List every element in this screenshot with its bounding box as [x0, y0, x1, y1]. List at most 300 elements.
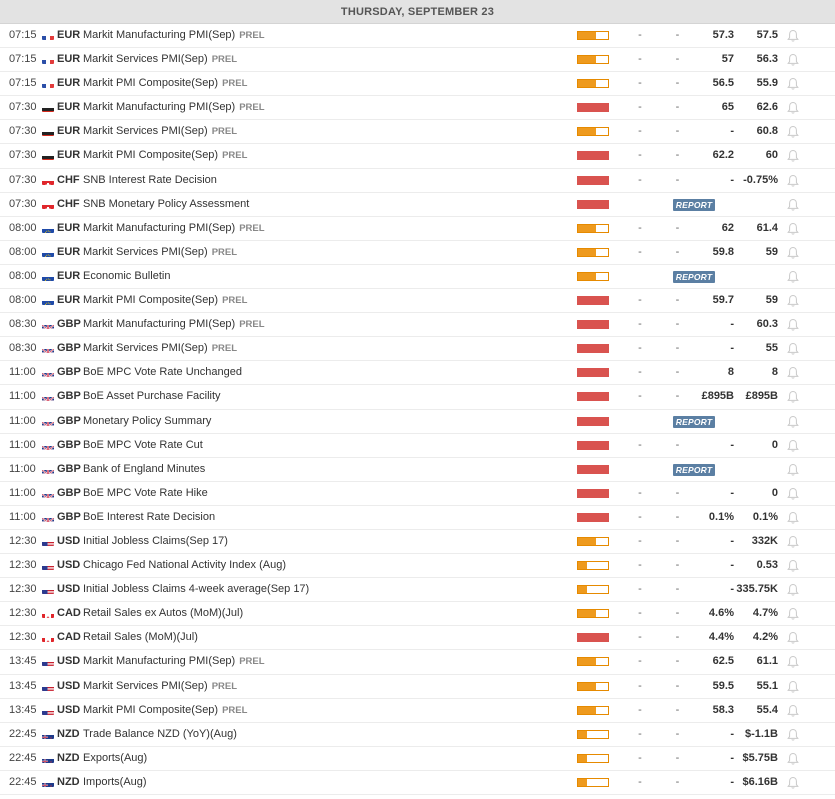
event-value-2: - — [665, 24, 690, 47]
event-currency: EUR — [57, 241, 80, 264]
impact-indicator — [577, 55, 609, 64]
flag-gb-icon — [42, 513, 54, 522]
impact-indicator — [577, 754, 609, 763]
event-forecast: - — [680, 578, 734, 601]
event-time: 22:45 — [9, 747, 41, 770]
event-value-2: - — [665, 554, 690, 577]
event-row[interactable] — [0, 675, 835, 699]
bell-icon[interactable] — [787, 728, 799, 742]
event-value-2: - — [665, 530, 690, 553]
event-forecast: 62.5 — [680, 650, 734, 673]
event-row[interactable] — [0, 361, 835, 385]
bell-icon[interactable] — [787, 342, 799, 356]
impact-indicator — [577, 417, 609, 426]
report-button[interactable]: REPORT — [673, 464, 715, 476]
event-row[interactable] — [0, 337, 835, 361]
event-time: 11:00 — [9, 361, 41, 384]
event-currency: GBP — [57, 482, 81, 505]
event-forecast: 8 — [680, 361, 734, 384]
event-value-1: - — [630, 554, 650, 577]
event-time: 07:30 — [9, 120, 41, 143]
event-value-2: - — [665, 626, 690, 649]
event-forecast: - — [680, 337, 734, 360]
impact-indicator — [577, 151, 609, 160]
event-value-1: - — [630, 337, 650, 360]
event-name[interactable]: Retail Sales ex Autos (MoM)(Jul) — [83, 602, 243, 625]
event-forecast: 56.5 — [680, 72, 734, 95]
bell-icon[interactable] — [787, 559, 799, 573]
event-forecast: 59.5 — [680, 675, 734, 698]
flag-us-icon — [42, 561, 54, 570]
event-currency: GBP — [57, 385, 81, 408]
event-value-1: - — [630, 675, 650, 698]
date-header: THURSDAY, SEPTEMBER 23 — [0, 0, 835, 24]
event-name[interactable]: SNB Monetary Policy Assessment — [83, 193, 249, 216]
bell-icon[interactable] — [787, 439, 799, 453]
event-value-1: - — [630, 699, 650, 722]
event-value-2: - — [665, 337, 690, 360]
event-row[interactable] — [0, 313, 835, 337]
event-name[interactable]: Monetary Policy Summary — [83, 410, 211, 433]
bell-icon[interactable] — [787, 149, 799, 163]
event-name[interactable]: Economic Bulletin — [83, 265, 170, 288]
event-value-2: - — [665, 747, 690, 770]
prel-badge: PREL — [239, 30, 264, 41]
event-forecast: - — [680, 313, 734, 336]
event-row[interactable] — [0, 144, 835, 168]
event-value-1: - — [630, 24, 650, 47]
event-time: 12:30 — [9, 602, 41, 625]
bell-icon[interactable] — [787, 655, 799, 669]
prel-badge: PREL — [222, 295, 247, 306]
event-value-1: - — [630, 771, 650, 794]
bell-icon[interactable] — [787, 511, 799, 525]
event-previous: $5.75B — [735, 747, 778, 770]
event-value-2: - — [665, 72, 690, 95]
impact-indicator — [577, 489, 609, 498]
event-forecast: - — [680, 554, 734, 577]
event-name[interactable]: SNB Interest Rate Decision — [83, 169, 217, 192]
flag-us-icon — [42, 657, 54, 666]
event-value-2: - — [665, 289, 690, 312]
event-previous: 55.1 — [735, 675, 778, 698]
prel-badge: PREL — [239, 319, 264, 330]
event-currency: GBP — [57, 458, 81, 481]
bell-icon[interactable] — [787, 752, 799, 766]
event-name[interactable]: Markit Manufacturing PMI(Sep) PREL — [83, 650, 265, 673]
event-name[interactable]: Markit Services PMI(Sep) PREL — [83, 241, 237, 264]
flag-eu-icon — [42, 272, 54, 281]
event-currency: USD — [57, 699, 80, 722]
flag-nz-icon — [42, 730, 54, 739]
flag-fr-icon — [42, 79, 54, 88]
event-forecast: 4.6% — [680, 602, 734, 625]
event-previous: 59 — [735, 241, 778, 264]
event-value-1: - — [630, 72, 650, 95]
event-value-1: - — [630, 144, 650, 167]
event-row[interactable] — [0, 458, 835, 482]
event-time: 08:00 — [9, 241, 41, 264]
impact-indicator — [577, 127, 609, 136]
event-value-2: - — [665, 144, 690, 167]
event-previous: $-1.1B — [735, 723, 778, 746]
event-previous: 62.6 — [735, 96, 778, 119]
event-previous: 55 — [735, 337, 778, 360]
event-name[interactable]: Markit PMI Composite(Sep) PREL — [83, 144, 247, 167]
event-currency: EUR — [57, 96, 80, 119]
event-currency: CHF — [57, 169, 80, 192]
prel-badge: PREL — [239, 223, 264, 234]
event-value-2: - — [665, 482, 690, 505]
event-value-1: - — [630, 506, 650, 529]
event-forecast: 57.3 — [680, 24, 734, 47]
event-name[interactable]: BoE MPC Vote Rate Hike — [83, 482, 208, 505]
event-time: 08:00 — [9, 265, 41, 288]
event-currency: USD — [57, 650, 80, 673]
event-row[interactable] — [0, 626, 835, 650]
report-button[interactable]: REPORT — [673, 416, 715, 428]
event-row[interactable] — [0, 385, 835, 409]
event-forecast: 62 — [680, 217, 734, 240]
event-currency: GBP — [57, 410, 81, 433]
bell-icon[interactable] — [787, 77, 799, 91]
impact-indicator — [577, 200, 609, 209]
event-time: 07:15 — [9, 24, 41, 47]
event-value-1: - — [630, 385, 650, 408]
event-name[interactable]: Trade Balance NZD (YoY)(Aug) — [83, 723, 237, 746]
event-time: 07:30 — [9, 169, 41, 192]
event-row[interactable] — [0, 169, 835, 193]
event-value-1: - — [630, 48, 650, 71]
flag-us-icon — [42, 706, 54, 715]
bell-icon[interactable] — [787, 270, 799, 284]
event-time: 07:15 — [9, 48, 41, 71]
flag-gb-icon — [42, 489, 54, 498]
impact-indicator — [577, 682, 609, 691]
event-name[interactable]: Markit Services PMI(Sep) PREL — [83, 48, 237, 71]
flag-de-icon — [42, 127, 54, 136]
event-time: 12:30 — [9, 554, 41, 577]
event-value-1: - — [630, 313, 650, 336]
event-value-2: - — [665, 361, 690, 384]
event-forecast: - — [680, 771, 734, 794]
event-name[interactable]: BoE Interest Rate Decision — [83, 506, 215, 529]
event-row[interactable] — [0, 602, 835, 626]
event-currency: NZD — [57, 747, 80, 770]
event-time: 07:30 — [9, 144, 41, 167]
prel-badge: PREL — [212, 247, 237, 258]
event-value-2: - — [665, 650, 690, 673]
prel-badge: PREL — [212, 126, 237, 137]
impact-indicator — [577, 272, 609, 281]
event-previous: -0.75% — [735, 169, 778, 192]
event-row[interactable] — [0, 771, 835, 795]
bell-icon[interactable] — [787, 125, 799, 139]
flag-fr-icon — [42, 55, 54, 64]
impact-indicator — [577, 513, 609, 522]
bell-icon[interactable] — [787, 222, 799, 236]
bell-icon[interactable] — [787, 415, 799, 429]
impact-indicator — [577, 103, 609, 112]
event-name[interactable]: Markit Manufacturing PMI(Sep) PREL — [83, 217, 265, 240]
flag-ca-icon — [42, 633, 54, 642]
event-row[interactable] — [0, 96, 835, 120]
bell-icon[interactable] — [787, 53, 799, 67]
event-value-1: - — [630, 289, 650, 312]
event-name[interactable]: Markit PMI Composite(Sep) PREL — [83, 72, 247, 95]
event-time: 13:45 — [9, 699, 41, 722]
event-time: 08:00 — [9, 289, 41, 312]
impact-indicator — [577, 778, 609, 787]
event-time: 11:00 — [9, 506, 41, 529]
flag-nz-icon — [42, 778, 54, 787]
event-previous: $6.16B — [735, 771, 778, 794]
event-previous: 0.53 — [735, 554, 778, 577]
event-time: 07:15 — [9, 72, 41, 95]
bell-icon[interactable] — [787, 246, 799, 260]
flag-de-icon — [42, 151, 54, 160]
event-row[interactable] — [0, 554, 835, 578]
event-time: 12:30 — [9, 530, 41, 553]
event-value-2: - — [665, 723, 690, 746]
event-currency: EUR — [57, 48, 80, 71]
flag-nz-icon — [42, 754, 54, 763]
event-row[interactable] — [0, 193, 835, 217]
prel-badge: PREL — [212, 343, 237, 354]
event-forecast: 65 — [680, 96, 734, 119]
event-time: 12:30 — [9, 578, 41, 601]
event-value-1: - — [630, 530, 650, 553]
event-previous: 55.9 — [735, 72, 778, 95]
event-previous: 60.8 — [735, 120, 778, 143]
event-row[interactable] — [0, 723, 835, 747]
event-currency: EUR — [57, 120, 80, 143]
bell-icon[interactable] — [787, 318, 799, 332]
bell-icon[interactable] — [787, 487, 799, 501]
event-currency: EUR — [57, 24, 80, 47]
event-currency: NZD — [57, 723, 80, 746]
event-time: 07:30 — [9, 96, 41, 119]
prel-badge: PREL — [212, 681, 237, 692]
event-row[interactable] — [0, 72, 835, 96]
event-value-2: - — [665, 675, 690, 698]
event-row[interactable] — [0, 24, 835, 48]
impact-indicator — [577, 176, 609, 185]
event-row[interactable] — [0, 241, 835, 265]
event-currency: USD — [57, 675, 80, 698]
bell-icon[interactable] — [787, 463, 799, 477]
bell-icon[interactable] — [787, 607, 799, 621]
event-forecast: - — [680, 747, 734, 770]
event-previous: 4.7% — [735, 602, 778, 625]
event-row[interactable] — [0, 289, 835, 313]
event-name[interactable]: Imports(Aug) — [83, 771, 147, 794]
event-previous: 60 — [735, 144, 778, 167]
event-previous: 56.3 — [735, 48, 778, 71]
event-value-2: - — [665, 578, 690, 601]
bell-icon[interactable] — [787, 366, 799, 380]
event-row[interactable] — [0, 650, 835, 674]
event-name[interactable]: Bank of England Minutes — [83, 458, 205, 481]
event-name[interactable]: Retail Sales (MoM)(Jul) — [83, 626, 198, 649]
event-name[interactable]: Initial Jobless Claims(Sep 17) — [83, 530, 228, 553]
event-time: 22:45 — [9, 771, 41, 794]
event-time: 12:30 — [9, 626, 41, 649]
bell-icon[interactable] — [787, 704, 799, 718]
event-currency: CHF — [57, 193, 80, 216]
flag-ca-icon — [42, 609, 54, 618]
event-time: 07:30 — [9, 193, 41, 216]
bell-icon[interactable] — [787, 294, 799, 308]
event-row[interactable] — [0, 530, 835, 554]
event-value-1: - — [630, 626, 650, 649]
impact-indicator — [577, 31, 609, 40]
event-name[interactable]: Chicago Fed National Activity Index (Aug) — [83, 554, 286, 577]
event-previous: 335.75K — [735, 578, 778, 601]
bell-icon[interactable] — [787, 583, 799, 597]
event-value-2: - — [665, 120, 690, 143]
event-value-2: - — [665, 506, 690, 529]
bell-icon[interactable] — [787, 680, 799, 694]
impact-indicator — [577, 657, 609, 666]
event-name[interactable]: BoE MPC Vote Rate Unchanged — [83, 361, 242, 384]
event-forecast: - — [680, 434, 734, 457]
event-row[interactable] — [0, 699, 835, 723]
flag-gb-icon — [42, 417, 54, 426]
event-name[interactable]: BoE MPC Vote Rate Cut — [83, 434, 203, 457]
event-forecast: - — [680, 482, 734, 505]
impact-indicator — [577, 441, 609, 450]
bell-icon[interactable] — [787, 535, 799, 549]
event-forecast: 58.3 — [680, 699, 734, 722]
impact-indicator — [577, 730, 609, 739]
event-row[interactable] — [0, 578, 835, 602]
impact-indicator — [577, 537, 609, 546]
event-name[interactable]: Markit Services PMI(Sep) PREL — [83, 675, 237, 698]
event-currency: CAD — [57, 602, 81, 625]
event-previous: 57.5 — [735, 24, 778, 47]
bell-icon[interactable] — [787, 390, 799, 404]
event-currency: USD — [57, 578, 80, 601]
flag-gb-icon — [42, 368, 54, 377]
event-previous: 61.4 — [735, 217, 778, 240]
event-currency: GBP — [57, 361, 81, 384]
event-row[interactable] — [0, 120, 835, 144]
event-name[interactable]: Markit Services PMI(Sep) PREL — [83, 120, 237, 143]
event-previous: 0.1% — [735, 506, 778, 529]
event-currency: CAD — [57, 626, 81, 649]
event-currency: USD — [57, 530, 80, 553]
event-time: 11:00 — [9, 410, 41, 433]
flag-fr-icon — [42, 31, 54, 40]
event-forecast: £895B — [680, 385, 734, 408]
flag-de-icon — [42, 103, 54, 112]
event-time: 11:00 — [9, 434, 41, 457]
event-time: 13:45 — [9, 675, 41, 698]
bell-icon[interactable] — [787, 29, 799, 43]
event-value-1: - — [630, 361, 650, 384]
event-row[interactable] — [0, 410, 835, 434]
event-value-2: - — [665, 385, 690, 408]
event-value-1: - — [630, 578, 650, 601]
impact-indicator — [577, 296, 609, 305]
event-currency: EUR — [57, 289, 80, 312]
event-row[interactable] — [0, 265, 835, 289]
event-name[interactable]: Initial Jobless Claims 4-week average(Sep 17) — [83, 578, 309, 601]
event-value-2: - — [665, 313, 690, 336]
prel-badge: PREL — [222, 78, 247, 89]
event-currency: GBP — [57, 313, 81, 336]
event-row[interactable] — [0, 506, 835, 530]
event-row[interactable] — [0, 434, 835, 458]
event-name[interactable]: Markit Manufacturing PMI(Sep) PREL — [83, 24, 265, 47]
bell-icon[interactable] — [787, 174, 799, 188]
impact-indicator — [577, 609, 609, 618]
event-currency: GBP — [57, 337, 81, 360]
impact-indicator — [577, 79, 609, 88]
event-name[interactable]: Markit Services PMI(Sep) PREL — [83, 337, 237, 360]
bell-icon[interactable] — [787, 198, 799, 212]
flag-gb-icon — [42, 441, 54, 450]
event-value-1: - — [630, 747, 650, 770]
event-time: 11:00 — [9, 458, 41, 481]
impact-indicator — [577, 368, 609, 377]
event-name[interactable]: BoE Asset Purchase Facility — [83, 385, 221, 408]
event-name[interactable]: Markit Manufacturing PMI(Sep) PREL — [83, 96, 265, 119]
impact-indicator — [577, 585, 609, 594]
event-previous: 61.1 — [735, 650, 778, 673]
event-currency: GBP — [57, 506, 81, 529]
flag-us-icon — [42, 585, 54, 594]
event-value-2: - — [665, 771, 690, 794]
bell-icon[interactable] — [787, 631, 799, 645]
event-value-2: - — [665, 96, 690, 119]
event-row[interactable] — [0, 48, 835, 72]
event-time: 13:45 — [9, 650, 41, 673]
event-previous: 59 — [735, 289, 778, 312]
flag-eu-icon — [42, 248, 54, 257]
impact-indicator — [577, 224, 609, 233]
event-name[interactable]: Exports(Aug) — [83, 747, 147, 770]
bell-icon[interactable] — [787, 101, 799, 115]
report-button[interactable]: REPORT — [673, 199, 715, 211]
event-row[interactable] — [0, 482, 835, 506]
report-button[interactable]: REPORT — [673, 271, 715, 283]
impact-indicator — [577, 248, 609, 257]
event-value-2: - — [665, 217, 690, 240]
event-name[interactable]: Markit PMI Composite(Sep) PREL — [83, 289, 247, 312]
event-value-2: - — [665, 48, 690, 71]
event-forecast: 0.1% — [680, 506, 734, 529]
event-row[interactable] — [0, 747, 835, 771]
event-time: 08:30 — [9, 313, 41, 336]
flag-ch-icon — [42, 200, 54, 209]
prel-badge: PREL — [239, 102, 264, 113]
impact-indicator — [577, 561, 609, 570]
flag-eu-icon — [42, 224, 54, 233]
event-value-1: - — [630, 650, 650, 673]
event-forecast: 59.8 — [680, 241, 734, 264]
event-value-1: - — [630, 120, 650, 143]
event-name[interactable]: Markit Manufacturing PMI(Sep) PREL — [83, 313, 265, 336]
event-value-1: - — [630, 217, 650, 240]
event-time: 08:00 — [9, 217, 41, 240]
bell-icon[interactable] — [787, 776, 799, 790]
event-value-1: - — [630, 482, 650, 505]
event-name[interactable]: Markit PMI Composite(Sep) PREL — [83, 699, 247, 722]
event-currency: EUR — [57, 217, 80, 240]
event-row[interactable] — [0, 217, 835, 241]
